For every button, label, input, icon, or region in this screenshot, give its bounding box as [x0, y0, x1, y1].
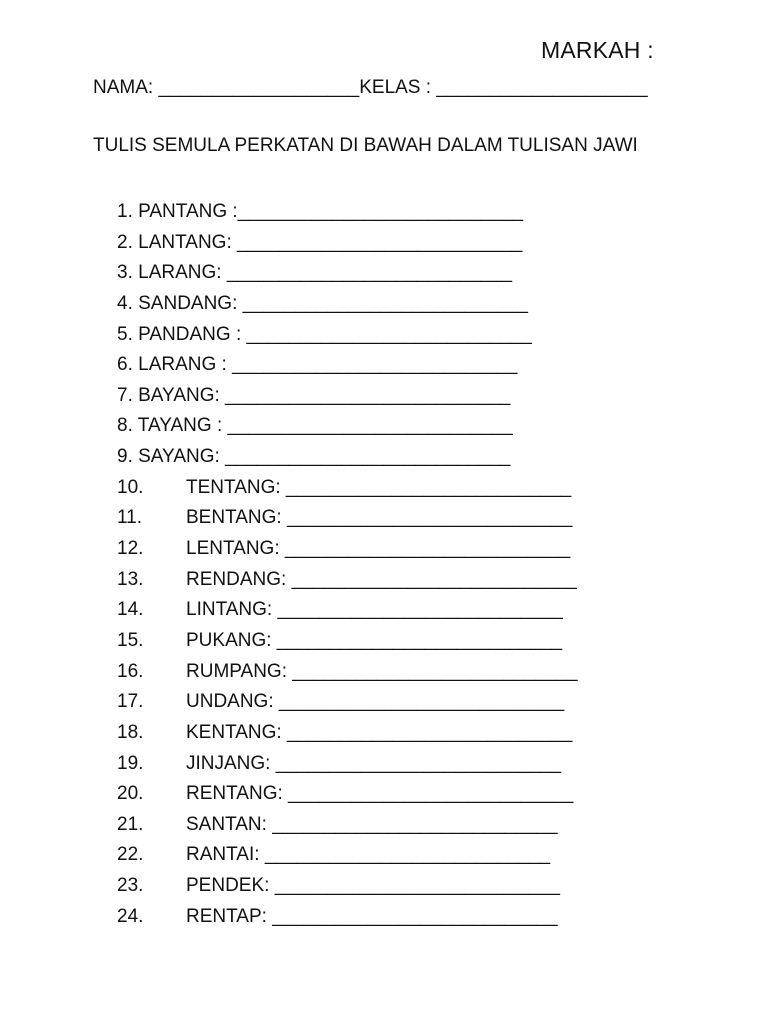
list-item-number: 18.	[117, 721, 144, 743]
list-item-word: RANTAI: ___________________________	[186, 844, 551, 866]
list-item-text: 5. PANDANG : ___________________________	[117, 323, 532, 345]
list-item-text: 8. TAYANG : ___________________________	[117, 415, 513, 437]
list-item-word: TENTANG: ___________________________	[186, 476, 572, 498]
list-item-number: 10.	[117, 476, 144, 498]
markah-label: MARKAH :	[541, 37, 654, 63]
list-item-word: RENTANG: ___________________________	[186, 783, 574, 805]
list-item-number: 11.	[117, 507, 143, 529]
list-item-text: 2. LANTANG: ___________________________	[117, 231, 523, 253]
list-item-word: RENTAP: ___________________________	[186, 905, 558, 927]
list-item-text: 1. PANTANG :___________________________	[117, 201, 524, 222]
list-item-number: 24.	[117, 905, 144, 927]
list-item-number: 12.	[117, 538, 144, 560]
list-item-number: 15.	[117, 629, 144, 651]
list-item-word: RUMPANG: ___________________________	[186, 660, 578, 682]
list-item-word: SANTAN: ___________________________	[186, 813, 558, 835]
list-item-text: 3. LARANG: ___________________________	[117, 262, 513, 284]
list-item-word: RENDANG: ___________________________	[186, 568, 577, 590]
list-item-number: 21.	[117, 813, 144, 835]
list-item-number: 16.	[117, 660, 144, 682]
list-item-number: 20.	[117, 783, 144, 805]
list-item-word: JINJANG: ___________________________	[186, 752, 562, 774]
list-item-number: 17.	[117, 691, 144, 713]
list-item-word: PUKANG: ___________________________	[186, 629, 563, 651]
list-item-text: 4. SANDANG: ___________________________	[117, 292, 528, 314]
list-item-text: 9. SAYANG: ___________________________	[117, 446, 511, 468]
nama-kelas-line: NAMA: ___________________KELAS : ____________________	[93, 77, 648, 98]
list-item-text: 7. BAYANG: ___________________________	[117, 384, 511, 406]
instruction-text: TULIS SEMULA PERKATAN DI BAWAH DALAM TULISAN JAWI	[93, 135, 638, 156]
list-item-text: 6. LARANG : ___________________________	[117, 354, 518, 376]
list-item-word: PENDEK: ___________________________	[186, 875, 560, 897]
list-item-word: LENTANG: ___________________________	[186, 538, 571, 560]
list-item-word: UNDANG: ___________________________	[186, 691, 565, 713]
list-item-word: LINTANG: ___________________________	[186, 599, 563, 621]
list-item-number: 19.	[117, 752, 144, 774]
list-item-number: 23.	[117, 875, 144, 897]
list-item-number: 14.	[117, 599, 144, 621]
list-item-word: BENTANG: ___________________________	[186, 507, 573, 529]
list-item-number: 13.	[117, 568, 144, 590]
list-item-word: KENTANG: ___________________________	[186, 721, 573, 743]
list-item-number: 22.	[117, 844, 144, 866]
